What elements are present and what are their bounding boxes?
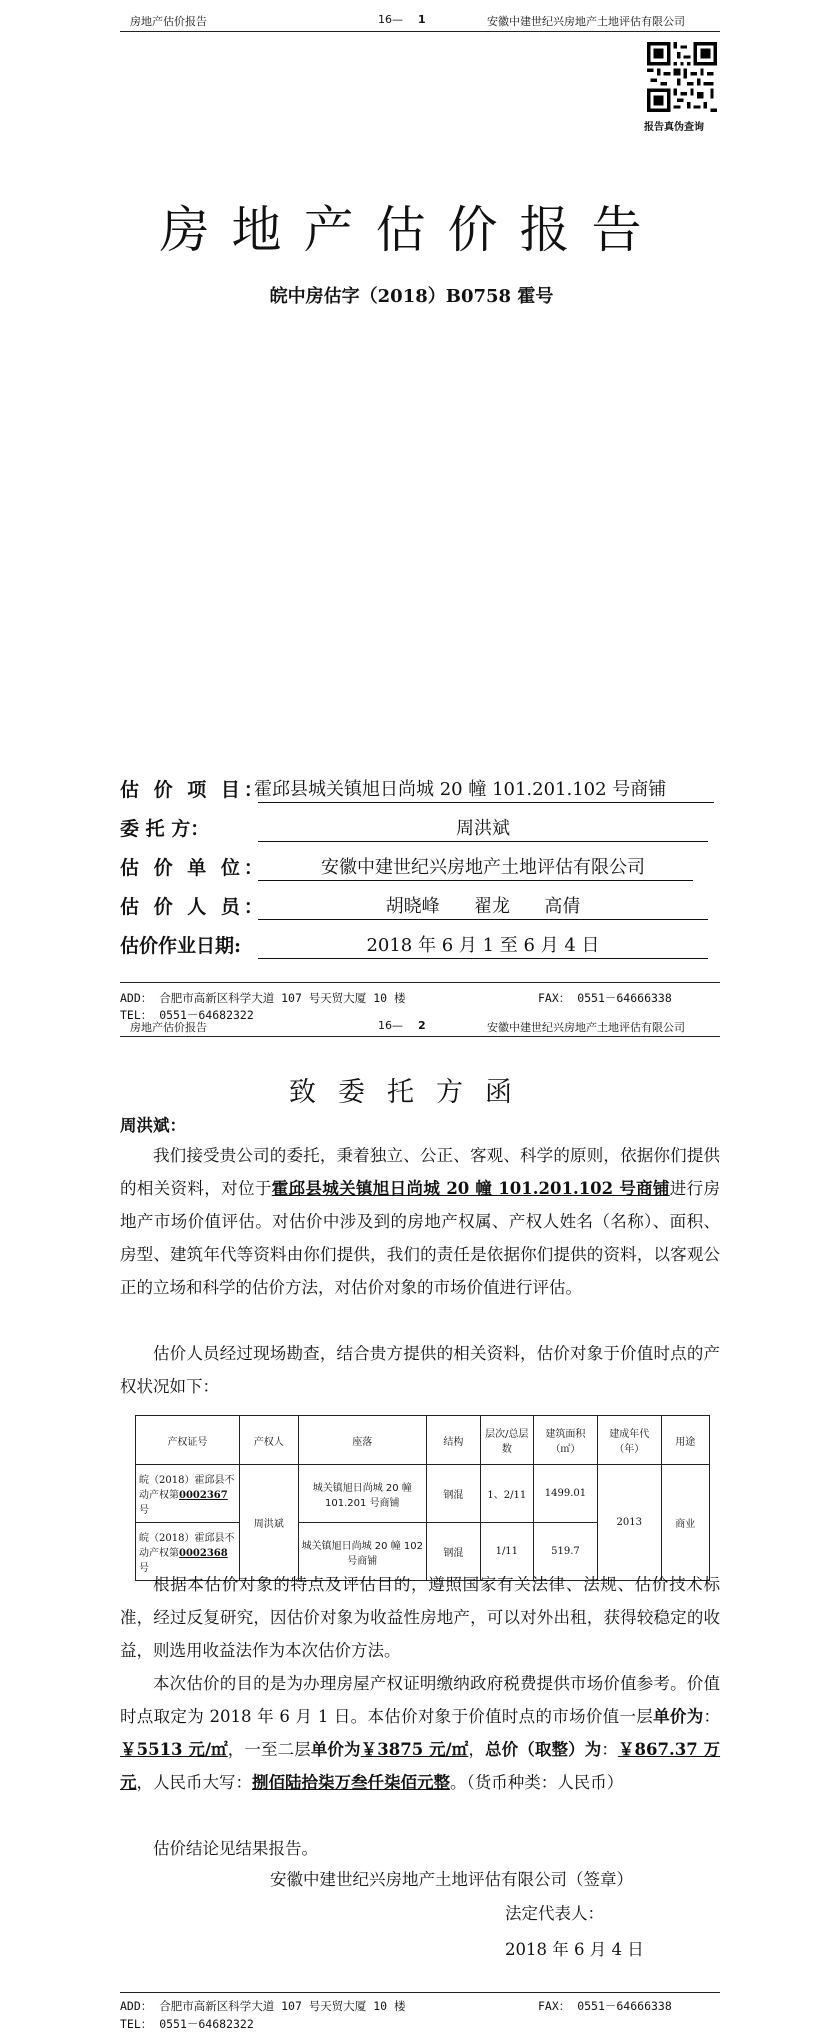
footer-address: ADD： 合肥市高新区科学大道 107 号天贸大厦 10 楼 bbox=[120, 991, 406, 1005]
footer-rule bbox=[120, 982, 720, 983]
footer-fax: FAX： 0551－64666338 bbox=[538, 991, 672, 1005]
cert-number: 0002367 bbox=[179, 1490, 228, 1501]
paragraph-1 bbox=[120, 1139, 720, 1304]
area-cell: 1499.01 bbox=[534, 1465, 598, 1523]
page-number: 2 bbox=[418, 1019, 426, 1032]
location-cell: 城关镇旭日尚城 20 幢 101.201 号商铺 bbox=[298, 1465, 427, 1523]
cert-prefix: 皖（2018）霍邱县不动产权第 bbox=[139, 1475, 235, 1501]
underline bbox=[258, 841, 708, 842]
header-company: 安徽中建世纪兴房地产土地评估有限公司 bbox=[487, 1021, 685, 1034]
document-number: 皖中房估字（2018）B0758 霍号 bbox=[269, 286, 554, 307]
total-price-words: 捌佰陆拾柒万叁仟柒佰元整 bbox=[252, 1773, 450, 1792]
text: 我们接受贵公司的委托，秉着独立、公正、客观、科学的原则，依据你们提供的相关资料，对位于 bbox=[120, 1146, 720, 1198]
column-header: 建筑面积（㎡） bbox=[534, 1416, 598, 1465]
use-cell: 商业 bbox=[661, 1465, 709, 1581]
info-value-client: 周洪斌 bbox=[456, 818, 510, 839]
info-value-company: 安徽中建世纪兴房地产土地评估有限公司 bbox=[321, 857, 645, 878]
legal-representative: 法定代表人： bbox=[505, 1904, 604, 1923]
info-label: 估 价 项 目： bbox=[120, 779, 267, 801]
column-header: 结构 bbox=[427, 1416, 480, 1465]
info-row-project bbox=[120, 775, 720, 809]
unit-price-1-2f: ￥3875 元/㎡ bbox=[360, 1740, 469, 1759]
info-row-appraiser-company bbox=[120, 853, 720, 887]
cert-number: 0002368 bbox=[179, 1548, 228, 1559]
header-company: 安徽中建世纪兴房地产土地评估有限公司 bbox=[487, 15, 685, 28]
text: 单价为 bbox=[310, 1740, 361, 1759]
signature-company: 安徽中建世纪兴房地产土地评估有限公司（签章） bbox=[270, 1870, 633, 1889]
cert-prefix: 皖（2018）霍邱县不动产权第 bbox=[139, 1533, 235, 1559]
underline bbox=[258, 880, 693, 881]
footer-tel: TEL： 0551－64682322 bbox=[120, 2017, 254, 2031]
text: ： bbox=[601, 1740, 618, 1759]
footer-rule bbox=[120, 1992, 720, 1993]
structure-cell: 钢混 bbox=[427, 1465, 480, 1523]
structure-cell: 钢混 bbox=[427, 1523, 480, 1581]
footer-fax: FAX： 0551－64666338 bbox=[538, 1999, 672, 2013]
column-header: 产权证号 bbox=[136, 1416, 240, 1465]
underline bbox=[258, 919, 708, 920]
qr-caption: 报告真伪查询 bbox=[644, 122, 704, 133]
info-label: 委 托 方： bbox=[120, 818, 210, 840]
property-rights-table bbox=[135, 1415, 710, 1581]
info-row-appraisers bbox=[120, 892, 720, 926]
info-value-project: 霍邱县城关镇旭日尚城 20 幢 101.201.102 号商铺 bbox=[254, 779, 667, 800]
info-row-client bbox=[120, 814, 720, 848]
floors-cell: 1、2/11 bbox=[480, 1465, 533, 1523]
info-label: 估价作业日期: bbox=[120, 935, 242, 957]
text: 总价（取整）为 bbox=[485, 1740, 602, 1759]
header-title: 房地产估价报告 bbox=[130, 1021, 207, 1034]
info-value-appraisers: 胡晓峰 翟龙 高倩 bbox=[385, 896, 581, 917]
column-header: 座落 bbox=[298, 1416, 427, 1465]
column-header: 用途 bbox=[661, 1416, 709, 1465]
signature-date: 2018 年 6 月 4 日 bbox=[505, 1940, 644, 1959]
paragraph-4 bbox=[120, 1667, 720, 1799]
header-title: 房地产估价报告 bbox=[130, 15, 207, 28]
salutation: 周洪斌： bbox=[120, 1116, 186, 1135]
floors-cell: 1/11 bbox=[480, 1523, 533, 1581]
text: 进行房地产市场价值评估。对估价中涉及到的房地产权属、产权人姓名（名称）、面积、房型、建筑年代等资料由你们提供，我们的责任是依据你们提供的资料，以客观公正的立场和科学的估价方法，对估价对象的市场价值进行评估。 bbox=[120, 1179, 721, 1297]
location-cell: 城关镇旭日尚城 20 幢 102 号商铺 bbox=[298, 1523, 427, 1581]
underline bbox=[258, 802, 714, 803]
info-row-date bbox=[120, 931, 720, 965]
column-header: 层次/总层数 bbox=[480, 1416, 533, 1465]
property-address: 霍邱县城关镇旭日尚城 20 幢 101.201.102 号商铺 bbox=[271, 1179, 670, 1198]
cert-suffix: 号 bbox=[139, 1505, 149, 1516]
cert-cell bbox=[136, 1465, 240, 1523]
text: ，一至二层 bbox=[227, 1740, 311, 1759]
text: 单价为 bbox=[653, 1707, 704, 1726]
column-header: 产权人 bbox=[239, 1416, 298, 1465]
header-rule bbox=[120, 1036, 720, 1037]
page-number: 1 bbox=[418, 13, 426, 26]
text: ， bbox=[468, 1740, 486, 1759]
page-number-prefix: 16— bbox=[378, 13, 403, 26]
underline bbox=[258, 958, 708, 959]
text: ，人民币大写： bbox=[136, 1773, 252, 1792]
letter-title: 致委托方函 bbox=[289, 1077, 534, 1108]
total-price: ￥867.37 万元 bbox=[120, 1740, 721, 1792]
text: 。（货币种类：人民币） bbox=[450, 1773, 624, 1792]
table-row bbox=[136, 1465, 710, 1523]
year-cell: 2013 bbox=[597, 1465, 661, 1581]
unit-price-1f: ￥5513 元/㎡ bbox=[120, 1740, 228, 1759]
page-number-prefix: 16— bbox=[378, 1019, 403, 1032]
header-rule bbox=[120, 31, 720, 32]
paragraph-5: 估价结论见结果报告。 bbox=[153, 1839, 318, 1858]
text: ： bbox=[703, 1707, 720, 1726]
table-header-row bbox=[136, 1416, 710, 1465]
cert-suffix: 号 bbox=[139, 1563, 149, 1574]
footer-tel: TEL： 0551－64682322 bbox=[120, 1008, 254, 1022]
info-label: 估 价 人 员： bbox=[120, 896, 267, 918]
area-cell: 519.7 bbox=[534, 1523, 598, 1581]
report-title: 房地产估价报告 bbox=[159, 201, 664, 259]
text: 本次估价的目的是为办理房屋产权证明缴纳政府税费提供市场价值参考。价值时点取定为 2018 年 6 月 1 日。本估价对象于价值时点的市场价值一层 bbox=[120, 1674, 720, 1726]
footer-address: ADD： 合肥市高新区科学大道 107 号天贸大厦 10 楼 bbox=[120, 1999, 406, 2013]
paragraph-2: 估价人员经过现场勘查，结合贵方提供的相关资料，估价对象于价值时点的产权状况如下： bbox=[120, 1344, 720, 1396]
qr-code-icon[interactable] bbox=[647, 42, 717, 112]
owner-cell: 周洪斌 bbox=[239, 1465, 298, 1581]
column-header: 建成年代（年） bbox=[597, 1416, 661, 1465]
paragraph-3: 根据本估价对象的特点及评估目的，遵照国家有关法律、法规、估价技术标准，经过反复研究，因估价对象为收益性房地产，可以对外出租，获得较稳定的收益，则选用收益法作为本次估价方法。 bbox=[120, 1575, 720, 1660]
info-label: 估 价 单 位： bbox=[120, 857, 267, 879]
info-value-date: 2018 年 6 月 1 至 6 月 4 日 bbox=[366, 935, 600, 956]
